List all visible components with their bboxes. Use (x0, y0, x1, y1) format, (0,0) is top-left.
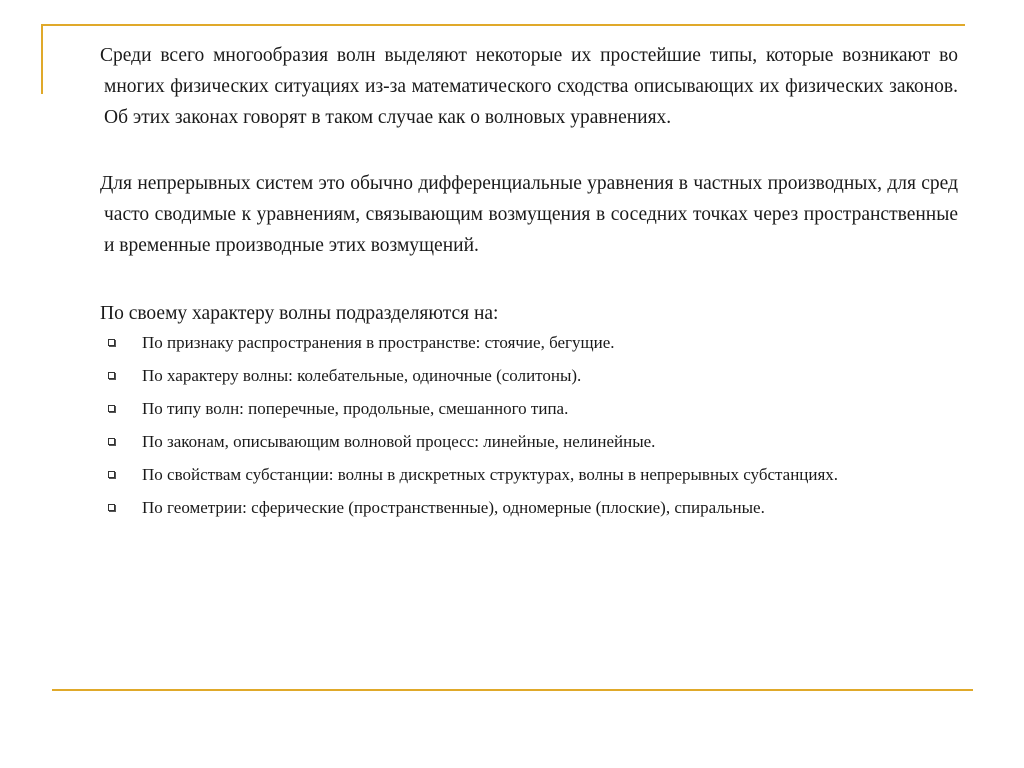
paragraph-wave-types: Среди всего многообразия волн выделяют некоторые их простейшие типы, которые возникают во многих физических ситуациях из-за математического сходства описывающих их физических законов. Об этих законах говорят в таком случае как о волновых уравнениях. (100, 45, 958, 128)
slide-content (100, 40, 958, 529)
list-item (100, 463, 958, 486)
left-accent-rule (41, 24, 43, 94)
list-item (100, 331, 958, 354)
hollow-square-bullet-icon (108, 438, 115, 445)
classification-list (100, 331, 958, 519)
bottom-accent-rule (52, 689, 973, 691)
list-item-text: По свойствам субстанции: волны в дискретных структурах, волны в непрерывных субстанциях. (142, 465, 839, 484)
list-item (100, 364, 958, 387)
list-item (100, 430, 958, 453)
hollow-square-bullet-icon (108, 504, 115, 511)
top-accent-rule (41, 24, 965, 26)
hollow-square-bullet-icon (108, 471, 115, 478)
hollow-square-bullet-icon (108, 372, 115, 379)
list-item-text: По геометрии: сферические (пространственные), одномерные (плоские), спиральные. (142, 498, 765, 517)
classification-intro: По своему характеру волны подразделяются на: (100, 303, 499, 324)
hollow-square-bullet-icon (108, 405, 115, 412)
hollow-square-bullet-icon (108, 339, 115, 346)
list-item-text: По признаку распространения в пространстве: стоячие, бегущие. (142, 333, 615, 352)
list-item (100, 397, 958, 420)
list-item (100, 496, 958, 519)
list-item-text: По характеру волны: колебательные, одиночные (солитоны). (142, 366, 582, 385)
paragraph-continuous-systems: Для непрерывных систем это обычно дифференциальные уравнения в частных производных, для сред часто сводимые к уравнениям, связывающим возмущения в соседних точках через пространственные и временные производные этих возмущений. (100, 173, 958, 256)
list-item-text: По типу волн: поперечные, продольные, смешанного типа. (142, 399, 569, 418)
list-item-text: По законам, описывающим волновой процесс: линейные, нелинейные. (142, 432, 656, 451)
